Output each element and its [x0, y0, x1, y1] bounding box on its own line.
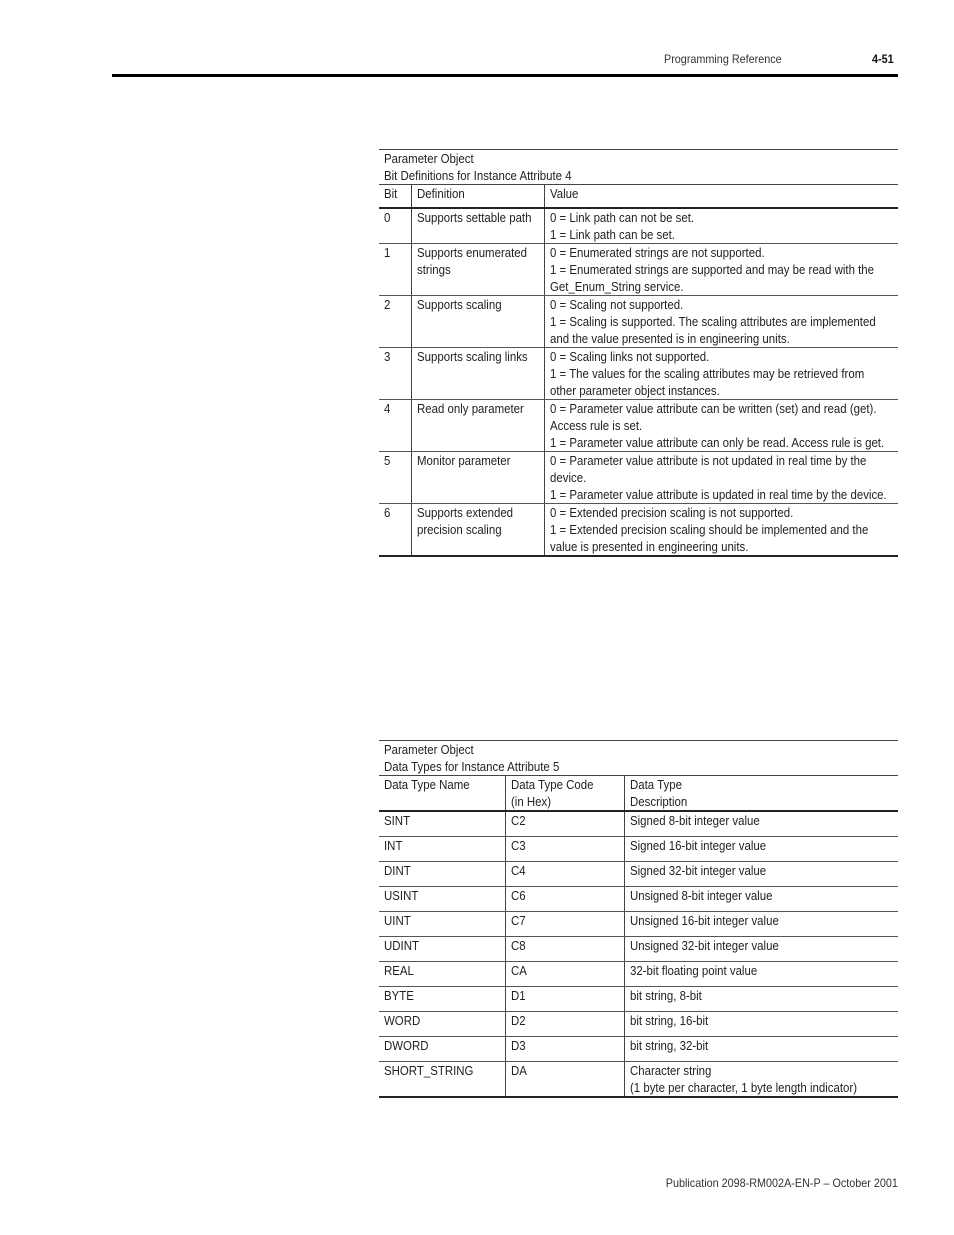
description-line: Signed 8-bit integer value — [629, 813, 760, 828]
data-type-code-cell — [505, 937, 624, 962]
description-line: bit string, 8-bit — [629, 988, 702, 1003]
data-type-name-cell — [379, 887, 505, 912]
column-header-label: Value — [549, 186, 578, 201]
data-type-description-cell — [624, 912, 898, 937]
column-header-data-type-code — [505, 776, 624, 812]
data-type-code: C7 — [510, 913, 526, 928]
data-type-name: DWORD — [384, 1038, 429, 1053]
data-type-code-cell — [505, 962, 624, 987]
data-type-code-cell — [505, 862, 624, 887]
data-type-name-cell — [379, 962, 505, 987]
value-cell — [544, 452, 898, 504]
data-type-code: CA — [510, 963, 527, 978]
table-row — [379, 1062, 898, 1098]
definition-text: Supports scaling links — [416, 349, 528, 364]
table-row — [379, 400, 898, 452]
value-line: 1 = Parameter value attribute is updated in real time by the device. — [549, 487, 887, 502]
description-line: Signed 16-bit integer value — [629, 838, 766, 853]
page-number: 4-51 — [872, 52, 894, 66]
table-body — [379, 811, 898, 1097]
definition-cell — [411, 296, 544, 348]
value-line: 1 = Parameter value attribute can only be read. Access rule is get. — [549, 435, 884, 450]
data-type-name: UINT — [384, 913, 411, 928]
definition-cell — [411, 244, 544, 296]
value-line: 0 = Scaling links not supported. — [549, 349, 709, 364]
data-type-code-cell — [505, 987, 624, 1012]
data-type-name: REAL — [384, 963, 414, 978]
data-type-code-cell — [505, 837, 624, 862]
table-title — [379, 150, 898, 185]
data-type-name: DINT — [384, 863, 411, 878]
table-row — [379, 962, 898, 987]
table-row — [379, 987, 898, 1012]
table-row — [379, 811, 898, 837]
data-type-code: C4 — [510, 863, 526, 878]
table-title-row — [379, 150, 898, 185]
data-type-code: D2 — [510, 1013, 526, 1028]
column-header-label: Definition — [416, 186, 465, 201]
table-row — [379, 296, 898, 348]
value-cell — [544, 244, 898, 296]
data-type-description-cell — [624, 862, 898, 887]
data-type-name: USINT — [384, 888, 419, 903]
data-type-name-cell — [379, 862, 505, 887]
bit-number: 6 — [384, 505, 391, 520]
description-line: Unsigned 16-bit integer value — [629, 913, 779, 928]
description-line: Unsigned 8-bit integer value — [629, 888, 772, 903]
value-line: 1 = Enumerated strings are supported and may be read with the Get_Enum_String service. — [549, 262, 874, 294]
bit-number: 1 — [384, 245, 391, 260]
data-type-code-cell — [505, 811, 624, 837]
bit-cell — [379, 208, 411, 244]
data-type-code: C2 — [510, 813, 526, 828]
definition-text: Monitor parameter — [416, 453, 510, 468]
description-line: bit string, 16-bit — [629, 1013, 708, 1028]
table-row — [379, 937, 898, 962]
table-row — [379, 348, 898, 400]
bit-number: 4 — [384, 401, 391, 416]
table-row — [379, 837, 898, 862]
bit-number: 2 — [384, 297, 391, 312]
definition-text: Read only parameter — [416, 401, 524, 416]
column-header-data-type-name — [379, 776, 505, 812]
column-header-value — [544, 185, 898, 209]
data-type-name-cell — [379, 937, 505, 962]
description-line: (1 byte per character, 1 byte length indicator) — [629, 1080, 857, 1095]
data-type-code: C6 — [510, 888, 526, 903]
value-line: 0 = Enumerated strings are not supported. — [549, 245, 765, 260]
data-type-code-cell — [505, 1012, 624, 1037]
value-cell — [544, 348, 898, 400]
data-type-description-cell — [624, 937, 898, 962]
definition-cell — [411, 208, 544, 244]
definition-text: Supports settable path — [416, 210, 531, 225]
column-header-label: Description — [629, 794, 687, 809]
table-title — [379, 741, 898, 776]
bit-number: 5 — [384, 453, 391, 468]
value-cell — [544, 296, 898, 348]
definition-text: Supports extended precision scaling — [416, 505, 513, 537]
data-type-name: UDINT — [384, 938, 419, 953]
description-line: 32-bit floating point value — [629, 963, 757, 978]
value-line: 0 = Parameter value attribute is not updated in real time by the device. — [549, 453, 866, 485]
table-row — [379, 1037, 898, 1062]
table-row — [379, 244, 898, 296]
definition-text: Supports enumerated strings — [416, 245, 527, 277]
value-line: 0 = Extended precision scaling is not supported. — [549, 505, 793, 520]
data-type-name: WORD — [384, 1013, 421, 1028]
data-type-description-cell — [624, 887, 898, 912]
table-body — [379, 208, 898, 556]
data-type-name-cell — [379, 912, 505, 937]
column-header-data-type-description — [624, 776, 898, 812]
data-type-code: D1 — [510, 988, 526, 1003]
bit-number: 3 — [384, 349, 391, 364]
data-type-name: INT — [384, 838, 403, 853]
column-header-row — [379, 776, 898, 812]
value-line: 0 = Parameter value attribute can be written (set) and read (get). Access rule is set. — [549, 401, 877, 433]
definition-cell — [411, 452, 544, 504]
table-title-line: Parameter Object — [384, 151, 474, 166]
data-type-name-cell — [379, 987, 505, 1012]
bit-number: 0 — [384, 210, 391, 225]
data-type-name-cell — [379, 1012, 505, 1037]
value-line: 1 = Link path can be set. — [549, 227, 675, 242]
data-type-name: SHORT_STRING — [384, 1063, 474, 1078]
description-line: Signed 32-bit integer value — [629, 863, 766, 878]
definition-cell — [411, 400, 544, 452]
description-line: Character string — [629, 1063, 711, 1078]
table-title-line: Parameter Object — [384, 742, 474, 757]
table-row — [379, 504, 898, 557]
data-type-code: D3 — [510, 1038, 526, 1053]
value-line: 1 = Scaling is supported. The scaling attributes are implemented and the value presented is in engineering units. — [549, 314, 876, 346]
bit-cell — [379, 504, 411, 557]
value-cell — [544, 400, 898, 452]
column-header-label — [384, 793, 499, 810]
data-type-code: C8 — [510, 938, 526, 953]
value-cell — [544, 504, 898, 557]
data-type-description-cell — [624, 811, 898, 837]
data-type-code-cell — [505, 887, 624, 912]
column-header-row — [379, 185, 898, 209]
bit-definitions-table — [379, 149, 898, 557]
data-type-name: BYTE — [384, 988, 414, 1003]
data-type-code-cell — [505, 1037, 624, 1062]
value-cell — [544, 208, 898, 244]
column-header-label: (in Hex) — [510, 794, 551, 809]
table-title-line: Bit Definitions for Instance Attribute 4 — [384, 168, 572, 183]
column-header-label: Data Type Name — [384, 777, 470, 792]
table-row — [379, 912, 898, 937]
description-line: Unsigned 32-bit integer value — [629, 938, 779, 953]
value-line: 1 = The values for the scaling attributes may be retrieved from other parameter object instances. — [549, 366, 864, 398]
column-header-label: Bit — [384, 186, 398, 201]
table-row — [379, 862, 898, 887]
publication-footer: Publication 2098-RM002A-EN-P – October 2001 — [665, 1176, 898, 1190]
table-row — [379, 1012, 898, 1037]
data-type-name-cell — [379, 1037, 505, 1062]
definition-cell — [411, 348, 544, 400]
table-title-row — [379, 741, 898, 776]
bit-cell — [379, 296, 411, 348]
data-type-code-cell — [505, 912, 624, 937]
data-type-name-cell — [379, 1062, 505, 1098]
table-title-line: Data Types for Instance Attribute 5 — [384, 759, 560, 774]
column-header-definition — [411, 185, 544, 209]
value-line: 0 = Scaling not supported. — [549, 297, 683, 312]
data-type-description-cell — [624, 962, 898, 987]
bit-cell — [379, 400, 411, 452]
definition-text: Supports scaling — [416, 297, 502, 312]
table-row — [379, 887, 898, 912]
value-line: 1 = Extended precision scaling should be implemented and the value is presented in engineering units. — [549, 522, 868, 554]
data-type-description-cell — [624, 1012, 898, 1037]
bit-cell — [379, 244, 411, 296]
bit-cell — [379, 348, 411, 400]
data-type-name-cell — [379, 811, 505, 837]
definition-cell — [411, 504, 544, 557]
data-type-description-cell — [624, 987, 898, 1012]
data-type-description-cell — [624, 1062, 898, 1098]
value-line: 0 = Link path can not be set. — [549, 210, 694, 225]
table-row — [379, 208, 898, 244]
column-header-label: Data Type — [629, 777, 682, 792]
data-type-name: SINT — [384, 813, 411, 828]
header-rule — [112, 74, 898, 77]
data-type-description-cell — [624, 837, 898, 862]
table-row — [379, 452, 898, 504]
data-type-code-cell — [505, 1062, 624, 1098]
data-type-code: C3 — [510, 838, 526, 853]
running-header-title: Programming Reference — [664, 52, 782, 66]
column-header-bit — [379, 185, 411, 209]
data-type-name-cell — [379, 837, 505, 862]
column-header-label: Data Type Code — [510, 777, 593, 792]
data-type-code: DA — [510, 1063, 527, 1078]
bit-cell — [379, 452, 411, 504]
data-type-description-cell — [624, 1037, 898, 1062]
description-line: bit string, 32-bit — [629, 1038, 708, 1053]
data-types-table — [379, 740, 898, 1098]
